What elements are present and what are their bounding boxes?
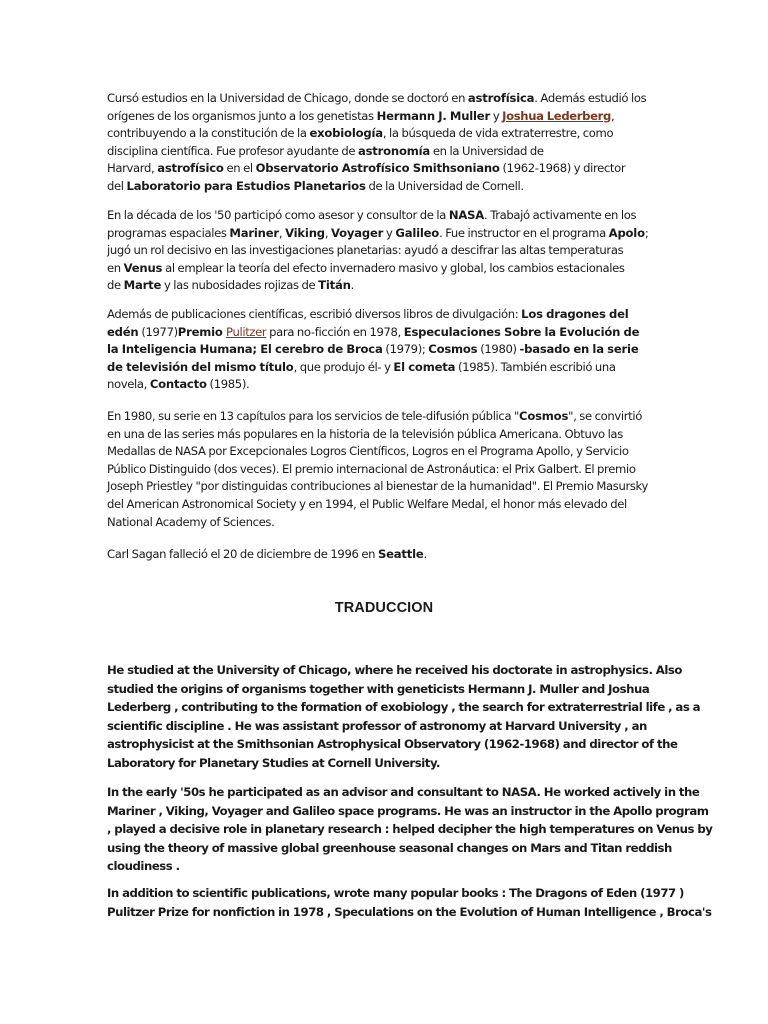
text-line: de Marte y las nubosidades rojizas de Titán.	[107, 278, 354, 293]
text-line: en Venus al emplear la teoría del efecto invernadero masivo y global, los cambios estacionales	[107, 260, 625, 275]
text-line: Medallas de NASA por Excepcionales Logros Científicos, Logros en el Programa Apollo, y Servicio	[107, 444, 629, 459]
text-line: astrophysicist at the Smithsonian Astrophysical Observatory (1962-1968) and director of the	[107, 737, 678, 752]
text-line: Lederberg , contributing to the formation of exobiology , the search for extraterrestrial life , as a	[107, 700, 701, 715]
text-line: del American Astronomical Society y en 1994, el Public Welfare Medal, el honor más elevado del	[107, 496, 627, 511]
text-line: Además de publicaciones científicas, escribió diversos libros de divulgación: Los dragones del	[107, 307, 629, 321]
english-paragraph-1	[107, 661, 701, 773]
text-line: In addition to scientific publications, wrote many popular books : The Dragons of Eden (1977 )	[107, 886, 684, 900]
text-line: Cursó estudios en la Universidad de Chicago, donde se doctoró en astrofísica. Además estudió los	[107, 91, 647, 105]
text-line: Joseph Priestley "por distinguidas contribuciones al bienestar de la humanidad". El Premio Masursky	[107, 479, 649, 494]
spanish-paragraph-2	[107, 207, 667, 295]
text-line: de televisión del mismo título, que produjo él- y El cometa (1985). También escribió una	[107, 359, 616, 374]
spanish-paragraph-5	[107, 546, 667, 564]
text-line: disciplina científica. Fue profesor ayudante de astronomía en la Universidad de	[107, 143, 544, 158]
text-line: jugó un rol decisivo en las investigaciones planetarias: ayudó a descifrar las altas temperaturas	[107, 243, 624, 258]
text-line: del Laboratorio para Estudios Planetarios de la Universidad de Cornell.	[107, 178, 524, 193]
spanish-paragraph-3	[107, 306, 667, 394]
text-line: Harvard, astrofísico en el Observatorio Astrofísico Smithsoniano (1962-1968) y director	[107, 161, 626, 176]
text-line: contribuyendo a la constitución de la exobiología, la búsqueda de vida extraterrestre, como	[107, 126, 614, 141]
text-line: Laboratory for Planetary Studies at Cornell University.	[107, 755, 441, 770]
text-line: edén (1977)Premio Pulitzer para no-ficción en 1978, Especulaciones Sobre la Evolución de	[107, 324, 640, 339]
text-line: studied the origins of organisms together with geneticists Hermann J. Muller and Joshua	[107, 681, 650, 696]
pulitzer-link[interactable]: Pulitzer	[226, 324, 267, 339]
text-line: novela, Contacto (1985).	[107, 377, 250, 392]
text-line: cloudiness .	[107, 859, 180, 874]
text-line: orígenes de los organismos junto a los genetistas Hermann J. Muller y Joshua Lederberg,	[107, 108, 615, 123]
text-line: scientific discipline . He was assistant professor of astronomy at Harvard University , an	[107, 718, 647, 733]
text-line: He studied at the University of Chicago, where he received his doctorate in astrophysics. Also	[107, 663, 682, 677]
text-line: National Academy of Sciences.	[107, 514, 275, 529]
text-line: Pulitzer Prize for nonfiction in 1978 , Speculations on the Evolution of Human Intelligence , Broca's	[107, 904, 712, 919]
text-line: la Inteligencia Humana; El cerebro de Broca (1979); Cosmos (1980) -basado en la serie	[107, 342, 639, 357]
text-line: En 1980, su serie en 13 capítulos para los servicios de tele-difusión pública "Cosmos", se convirtió	[107, 409, 642, 423]
text-line: In the early '50s he participated as an advisor and consultant to NASA. He worked actively in the	[107, 785, 700, 799]
text-line: Carl Sagan falleció el 20 de diciembre de 1996 en Seattle.	[107, 547, 427, 561]
english-paragraph-2	[107, 783, 713, 876]
text-line: Mariner , Viking, Voyager and Galileo space programs. He was an instructor in the Apollo program	[107, 803, 709, 818]
text-line: , played a decisive role in planetary research : helped decipher the high temperatures on Venus by	[107, 822, 713, 837]
spanish-paragraph-1	[107, 90, 667, 196]
text-line: using the theory of massive global greenhouse seasonal changes on Mars and Titan reddish	[107, 840, 672, 855]
joshua-lederberg-link[interactable]: Joshua Lederberg	[502, 108, 611, 123]
text-line: programas espaciales Mariner, Viking, Voyager y Galileo. Fue instructor en el programa Apolo;	[107, 225, 649, 240]
translation-title: TRADUCCION	[334, 600, 434, 616]
text-line: en una de las series más populares en la historia de la televisión pública Americana. Obtuvo las	[107, 426, 623, 441]
english-paragraph-3	[107, 884, 712, 921]
text-line: En la década de los '50 participó como asesor y consultor de la NASA. Trabajó activamente en los	[107, 208, 637, 222]
spanish-paragraph-4	[107, 408, 667, 531]
text-line: Público Distinguido (dos veces). El premio internacional de Astronáutica: el Prix Galbert. El premio	[107, 461, 636, 476]
